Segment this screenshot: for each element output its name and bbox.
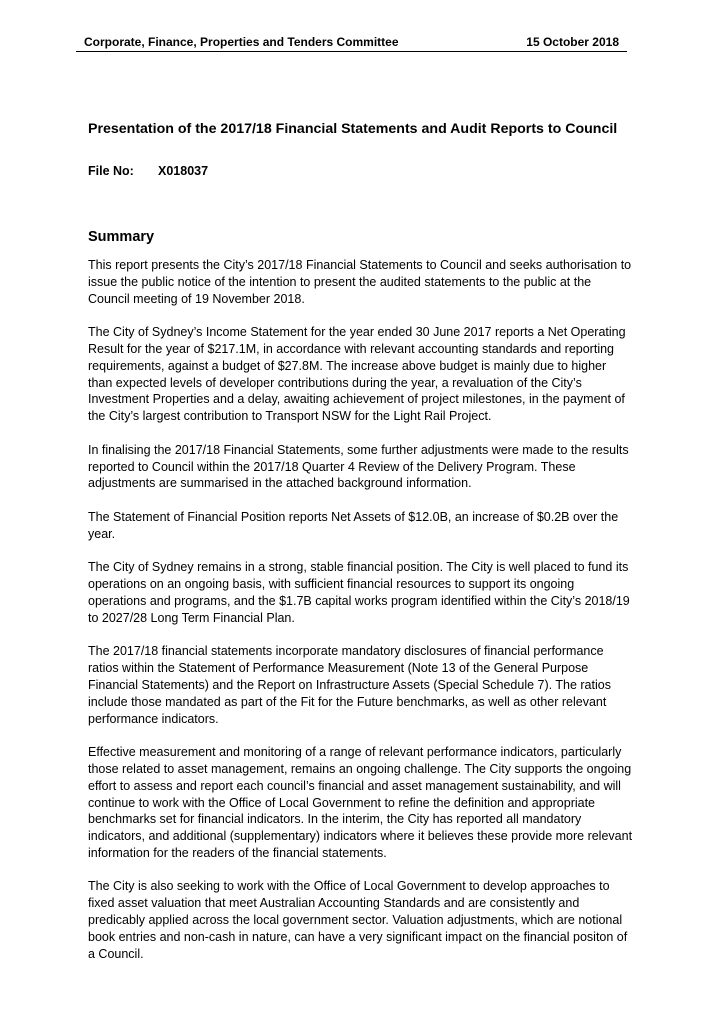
summary-paragraph: The City of Sydney remains in a strong, stable financial position. The City is well placed to fund its operations on an ongoing basis, with sufficient financial resources to support its ongoing operations and programs, and the $1.7B capital works program identified within the City’s 2018/19 to 2027/28 Long Term Financial Plan. bbox=[88, 560, 630, 625]
summary-paragraph: The Statement of Financial Position reports Net Assets of $12.0B, an increase of $0.2B over the year. bbox=[88, 509, 619, 541]
summary-paragraph: In finalising the 2017/18 Financial Statements, some further adjustments were made to the results reported to Council within the 2017/18 Quarter 4 Review of the Delivery Program. These adjustments are summarised in the attached background information. bbox=[88, 442, 629, 491]
committee-name: Corporate, Finance, Properties and Tenders Committee bbox=[84, 35, 399, 49]
summary-paragraph: The City is also seeking to work with the Office of Local Government to develop approaches to fixed asset valuation that meet Australian Accounting Standards and are consistently and predicably applied across the local government sector. Valuation adjustments, which are notional book entries and non-cash in nature, can have a very significant impact on the financial positon of a Council. bbox=[88, 879, 628, 961]
meeting-date: 15 October 2018 bbox=[526, 35, 619, 49]
summary-paragraph: This report presents the City’s 2017/18 Financial Statements to Council and seeks authorisation to issue the public notice of the intention to present the audited statements to the public at the Council meeting of 19 November 2018. bbox=[88, 258, 632, 306]
page-header bbox=[76, 35, 627, 52]
summary-heading: Summary bbox=[88, 229, 155, 245]
summary-paragraph: The City of Sydney’s Income Statement for the year ended 30 June 2017 reports a Net Operating Result for the year of $217.1M, in accordance with relevant accounting standards and reporting requirements, against a budget of $27.8M. The increase above budget is mainly due to higher than expected levels of developer contributions during the year, a revaluation of the City’s Investment Properties and a delay, awaiting achievement of project milestones, in the payment of the City’s largest contribution to Transport NSW for the Light Rail Project. bbox=[88, 325, 626, 424]
report-title: Presentation of the 2017/18 Financial Statements and Audit Reports to Council bbox=[88, 121, 618, 137]
file-number-value: X018037 bbox=[158, 164, 209, 178]
file-number-label: File No: bbox=[88, 164, 134, 178]
summary-paragraph: The 2017/18 financial statements incorporate mandatory disclosures of financial performance ratios within the Statement of Performance Measurement (Note 13 of the General Purpose Financial Statements) and the Report on Infrastructure Assets (Special Schedule 7). The ratios include those mandated as part of the Fit for the Future benchmarks, as well as other relevant performance indicators. bbox=[88, 644, 611, 726]
summary-body bbox=[88, 257, 633, 979]
summary-paragraph: Effective measurement and monitoring of a range of relevant performance indicators, particularly those related to asset management, remains an ongoing challenge. The City supports the ongoing effort to assess and report each council’s financial and asset management sustainability, and will continue to work with the Office of Local Government to refine the definition and appropriate benchmarks set for financial indicators. In the interim, the City has reported all mandatory indicators, and additional (supplementary) indicators where it believes these provide more relevant information for the readers of the financial statements. bbox=[88, 745, 633, 860]
